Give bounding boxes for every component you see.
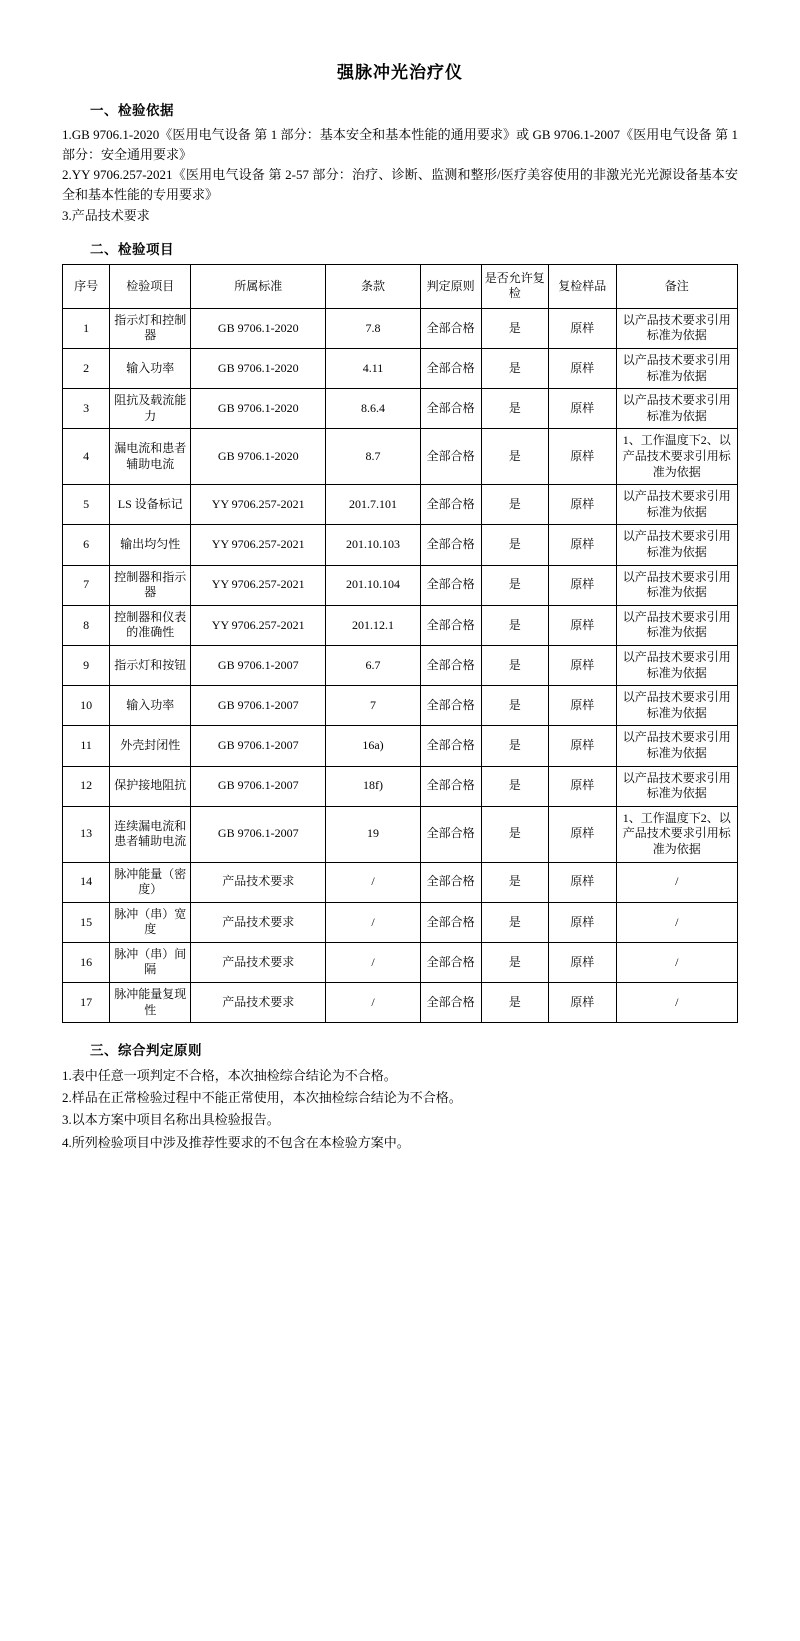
cell-item: 输入功率 [110, 349, 191, 389]
cell-recheck: 是 [481, 605, 549, 645]
cell-rule: 全部合格 [420, 862, 481, 902]
cell-recheck: 是 [481, 429, 549, 485]
cell-sample: 原样 [549, 645, 617, 685]
cell-clause: 8.7 [326, 429, 421, 485]
cell-recheck: 是 [481, 349, 549, 389]
cell-remark: 以产品技术要求引用标准为依据 [616, 726, 738, 766]
table-row [63, 902, 738, 942]
cell-sample: 原样 [549, 389, 617, 429]
cell-standard: 产品技术要求 [191, 983, 326, 1023]
cell-no: 16 [63, 942, 110, 982]
cell-item: 输入功率 [110, 686, 191, 726]
column-header-sample: 复检样品 [549, 264, 617, 308]
table-body [63, 308, 738, 1022]
cell-clause: 4.11 [326, 349, 421, 389]
cell-recheck: 是 [481, 645, 549, 685]
cell-no: 9 [63, 645, 110, 685]
table-row [63, 308, 738, 348]
cell-sample: 原样 [549, 726, 617, 766]
cell-clause: 7.8 [326, 308, 421, 348]
cell-sample: 原样 [549, 862, 617, 902]
cell-item: 漏电流和患者辅助电流 [110, 429, 191, 485]
cell-recheck: 是 [481, 485, 549, 525]
cell-item: 脉冲（串）宽度 [110, 902, 191, 942]
column-header-recheck: 是否允许复检 [481, 264, 549, 308]
cell-standard: GB 9706.1-2007 [191, 806, 326, 862]
cell-clause: 16a) [326, 726, 421, 766]
column-header-no: 序号 [63, 264, 110, 308]
inspection-basis-list [62, 125, 738, 226]
cell-sample: 原样 [549, 605, 617, 645]
table-row [63, 349, 738, 389]
cell-no: 8 [63, 605, 110, 645]
conclusion-item: 3.以本方案中项目名称出具检验报告。 [62, 1112, 280, 1128]
cell-rule: 全部合格 [420, 349, 481, 389]
cell-remark: 1、工作温度下2、以产品技术要求引用标准为依据 [616, 429, 738, 485]
cell-remark: / [616, 983, 738, 1023]
cell-clause: / [326, 983, 421, 1023]
cell-recheck: 是 [481, 806, 549, 862]
cell-no: 7 [63, 565, 110, 605]
cell-recheck: 是 [481, 726, 549, 766]
cell-remark: / [616, 902, 738, 942]
cell-sample: 原样 [549, 308, 617, 348]
cell-no: 17 [63, 983, 110, 1023]
cell-clause: 6.7 [326, 645, 421, 685]
cell-standard: GB 9706.1-2020 [191, 429, 326, 485]
cell-rule: 全部合格 [420, 766, 481, 806]
cell-rule: 全部合格 [420, 389, 481, 429]
cell-rule: 全部合格 [420, 983, 481, 1023]
cell-standard: GB 9706.1-2020 [191, 308, 326, 348]
table-row [63, 525, 738, 565]
cell-standard: GB 9706.1-2020 [191, 389, 326, 429]
cell-rule: 全部合格 [420, 726, 481, 766]
cell-item: 外壳封闭性 [110, 726, 191, 766]
cell-no: 1 [63, 308, 110, 348]
cell-recheck: 是 [481, 942, 549, 982]
cell-no: 6 [63, 525, 110, 565]
table-row [63, 942, 738, 982]
cell-rule: 全部合格 [420, 429, 481, 485]
cell-recheck: 是 [481, 862, 549, 902]
table-row [63, 485, 738, 525]
table-row [63, 605, 738, 645]
cell-remark: / [616, 942, 738, 982]
cell-item: 脉冲能量（密度） [110, 862, 191, 902]
cell-no: 12 [63, 766, 110, 806]
cell-clause: 201.10.104 [326, 565, 421, 605]
cell-clause: 18f) [326, 766, 421, 806]
cell-standard: YY 9706.257-2021 [191, 485, 326, 525]
cell-clause: / [326, 942, 421, 982]
cell-standard: GB 9706.1-2007 [191, 686, 326, 726]
section-heading-basis: 一、检验依据 [90, 103, 174, 118]
cell-rule: 全部合格 [420, 902, 481, 942]
cell-no: 5 [63, 485, 110, 525]
cell-remark: / [616, 862, 738, 902]
cell-item: 控制器和仪表的准确性 [110, 605, 191, 645]
cell-rule: 全部合格 [420, 686, 481, 726]
cell-item: 阻抗及载流能力 [110, 389, 191, 429]
cell-remark: 以产品技术要求引用标准为依据 [616, 605, 738, 645]
cell-remark: 以产品技术要求引用标准为依据 [616, 645, 738, 685]
column-header-item: 检验项目 [110, 264, 191, 308]
column-header-clause: 条款 [326, 264, 421, 308]
cell-item: 连续漏电流和患者辅助电流 [110, 806, 191, 862]
table-row [63, 645, 738, 685]
table-row [63, 429, 738, 485]
cell-standard: 产品技术要求 [191, 902, 326, 942]
cell-rule: 全部合格 [420, 942, 481, 982]
table-row [63, 389, 738, 429]
cell-sample: 原样 [549, 766, 617, 806]
conclusion-item: 1.表中任意一项判定不合格，本次抽检综合结论为不合格。 [62, 1068, 397, 1084]
cell-clause: 201.7.101 [326, 485, 421, 525]
cell-standard: GB 9706.1-2007 [191, 726, 326, 766]
cell-recheck: 是 [481, 686, 549, 726]
table-row [63, 686, 738, 726]
cell-item: 脉冲（串）间隔 [110, 942, 191, 982]
cell-remark: 以产品技术要求引用标准为依据 [616, 686, 738, 726]
table-row [63, 565, 738, 605]
section-heading-items: 二、检验项目 [90, 241, 174, 257]
conclusion-list [62, 1065, 738, 1153]
cell-item: LS 设备标记 [110, 485, 191, 525]
cell-no: 15 [63, 902, 110, 942]
cell-standard: YY 9706.257-2021 [191, 525, 326, 565]
cell-rule: 全部合格 [420, 565, 481, 605]
cell-remark: 以产品技术要求引用标准为依据 [616, 525, 738, 565]
cell-standard: YY 9706.257-2021 [191, 565, 326, 605]
cell-clause: 19 [326, 806, 421, 862]
cell-recheck: 是 [481, 308, 549, 348]
cell-sample: 原样 [549, 902, 617, 942]
basis-item: 3.产品技术要求 [62, 207, 150, 223]
cell-sample: 原样 [549, 525, 617, 565]
inspection-items-table [62, 264, 738, 1024]
cell-sample: 原样 [549, 942, 617, 982]
cell-sample: 原样 [549, 485, 617, 525]
cell-rule: 全部合格 [420, 806, 481, 862]
cell-item: 输出均匀性 [110, 525, 191, 565]
cell-item: 控制器和指示器 [110, 565, 191, 605]
cell-rule: 全部合格 [420, 645, 481, 685]
cell-standard: GB 9706.1-2007 [191, 645, 326, 685]
cell-sample: 原样 [549, 983, 617, 1023]
cell-clause: 8.6.4 [326, 389, 421, 429]
cell-recheck: 是 [481, 565, 549, 605]
cell-remark: 以产品技术要求引用标准为依据 [616, 766, 738, 806]
column-header-standard: 所属标准 [191, 264, 326, 308]
cell-recheck: 是 [481, 525, 549, 565]
cell-clause: 201.10.103 [326, 525, 421, 565]
cell-clause: 7 [326, 686, 421, 726]
cell-recheck: 是 [481, 389, 549, 429]
basis-item: 1.GB 9706.1-2020《医用电气设备 第 1 部分：基本安全和基本性能的通用要求》或 GB 9706.1-2007《医用电气设备 第 1 部分：安全通用要求》 [62, 127, 738, 163]
cell-sample: 原样 [549, 806, 617, 862]
cell-clause: 201.12.1 [326, 605, 421, 645]
cell-recheck: 是 [481, 983, 549, 1023]
cell-standard: YY 9706.257-2021 [191, 605, 326, 645]
column-header-rule: 判定原则 [420, 264, 481, 308]
cell-remark: 以产品技术要求引用标准为依据 [616, 485, 738, 525]
cell-no: 14 [63, 862, 110, 902]
cell-item: 保护接地阻抗 [110, 766, 191, 806]
conclusion-item: 2.样品在正常检验过程中不能正常使用，本次抽检综合结论为不合格。 [62, 1090, 462, 1106]
cell-no: 2 [63, 349, 110, 389]
cell-item: 脉冲能量复现性 [110, 983, 191, 1023]
cell-item: 指示灯和控制器 [110, 308, 191, 348]
cell-standard: 产品技术要求 [191, 942, 326, 982]
cell-no: 4 [63, 429, 110, 485]
table-row [63, 726, 738, 766]
page-title: 强脉冲光治疗仪 [337, 63, 463, 82]
cell-no: 3 [63, 389, 110, 429]
cell-standard: GB 9706.1-2020 [191, 349, 326, 389]
table-row [63, 766, 738, 806]
table-row [63, 806, 738, 862]
cell-recheck: 是 [481, 766, 549, 806]
cell-item: 指示灯和按钮 [110, 645, 191, 685]
conclusion-item: 4.所列检验项目中涉及推荐性要求的不包含在本检验方案中。 [62, 1134, 410, 1150]
cell-rule: 全部合格 [420, 525, 481, 565]
cell-no: 10 [63, 686, 110, 726]
cell-remark: 以产品技术要求引用标准为依据 [616, 389, 738, 429]
cell-rule: 全部合格 [420, 308, 481, 348]
cell-remark: 以产品技术要求引用标准为依据 [616, 308, 738, 348]
cell-rule: 全部合格 [420, 605, 481, 645]
cell-sample: 原样 [549, 429, 617, 485]
cell-sample: 原样 [549, 565, 617, 605]
cell-clause: / [326, 862, 421, 902]
cell-remark: 以产品技术要求引用标准为依据 [616, 565, 738, 605]
cell-standard: 产品技术要求 [191, 862, 326, 902]
cell-recheck: 是 [481, 902, 549, 942]
table-row [63, 862, 738, 902]
cell-standard: GB 9706.1-2007 [191, 766, 326, 806]
table-header-row [63, 264, 738, 308]
column-header-remark: 备注 [616, 264, 738, 308]
cell-no: 11 [63, 726, 110, 766]
cell-sample: 原样 [549, 686, 617, 726]
cell-sample: 原样 [549, 349, 617, 389]
cell-rule: 全部合格 [420, 485, 481, 525]
cell-remark: 1、工作温度下2、以产品技术要求引用标准为依据 [616, 806, 738, 862]
section-heading-conclusion: 三、综合判定原则 [90, 1043, 202, 1059]
basis-item: 2.YY 9706.257-2021《医用电气设备 第 2-57 部分：治疗、诊断、监测和整形/医疗美容使用的非激光光光源设备基本安全和基本性能的专用要求》 [62, 167, 738, 203]
cell-clause: / [326, 902, 421, 942]
table-row [63, 983, 738, 1023]
cell-remark: 以产品技术要求引用标准为依据 [616, 349, 738, 389]
cell-no: 13 [63, 806, 110, 862]
